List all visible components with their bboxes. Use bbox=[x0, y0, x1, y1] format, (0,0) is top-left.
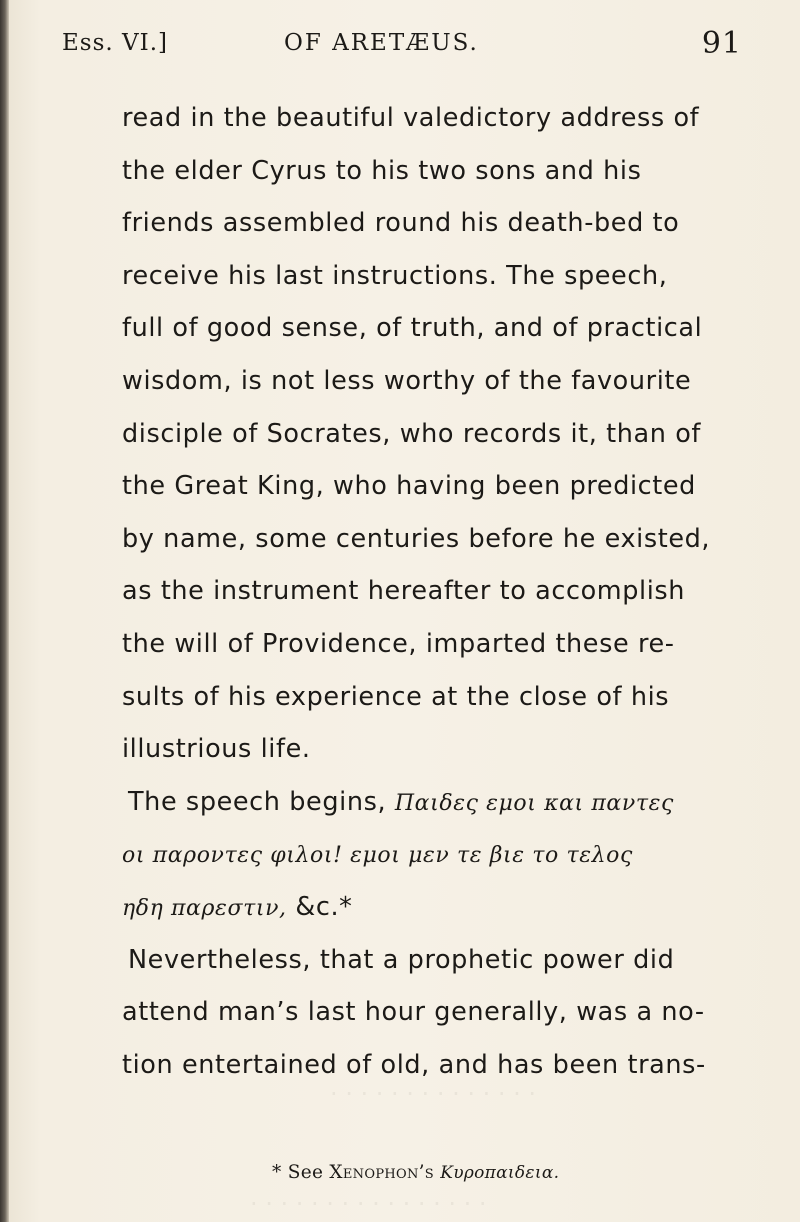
running-header bbox=[62, 26, 742, 66]
text-line: receive his last instructions. The speech, bbox=[122, 260, 668, 291]
page-gutter bbox=[0, 0, 9, 1222]
footnote-mark: * bbox=[272, 1162, 282, 1183]
text-line: Nevertheless, that a prophetic power did bbox=[128, 944, 675, 975]
text-line: the Great King, who having been predicted bbox=[122, 471, 696, 502]
greek-quote: οι παροντες φιλοι! εμοι μεν τε βιε το τελος bbox=[122, 843, 633, 869]
bleed-through-text: · · · · · · · · · · · · · · · · bbox=[250, 1190, 487, 1218]
greek-quote: Παιδες εμοι και παντες bbox=[394, 790, 674, 816]
text-line: as the instrument hereafter to accomplish bbox=[122, 576, 686, 607]
text-line: read in the beautiful valedictory address of bbox=[122, 103, 700, 133]
text-span: &c.* bbox=[286, 891, 353, 922]
footnote-author: Xenophon’s bbox=[329, 1162, 435, 1183]
text-line: the will of Providence, imparted these re- bbox=[122, 628, 675, 659]
text-line: by name, some centuries before he existed, bbox=[122, 523, 711, 554]
text-line: wisdom, is not less worthy of the favourite bbox=[122, 365, 692, 396]
text-line: disciple of Socrates, who records it, than of bbox=[122, 418, 702, 449]
text-line bbox=[122, 776, 750, 829]
text-line: the elder Cyrus to his two sons and his bbox=[122, 155, 642, 186]
header-title: OF ARETÆUS. bbox=[284, 30, 479, 56]
header-section: Ess. VI.] bbox=[62, 30, 168, 56]
body-text bbox=[122, 92, 750, 1091]
footnote-work: Κυροπαιδεια. bbox=[440, 1163, 560, 1183]
text-line bbox=[122, 828, 750, 881]
text-span: The speech begins, bbox=[128, 786, 395, 817]
footnote-see: See bbox=[287, 1162, 324, 1183]
footnote bbox=[272, 1162, 559, 1183]
text-line: friends assembled round his death-bed to bbox=[122, 208, 680, 239]
text-line: illustrious life. bbox=[122, 734, 311, 765]
text-line: attend man’s last hour generally, was a no- bbox=[122, 997, 705, 1028]
text-line: sults of his experience at the close of his bbox=[122, 681, 670, 712]
text-line: full of good sense, of truth, and of practical bbox=[122, 313, 703, 344]
page-number: 91 bbox=[701, 26, 742, 61]
text-line bbox=[122, 881, 750, 934]
bleed-through-text: · · · · · · · · · · · · · · bbox=[330, 1080, 536, 1108]
greek-quote: ηδη παρεστιν, bbox=[122, 895, 287, 921]
text-line: tion entertained of old, and has been trans- bbox=[122, 1049, 706, 1080]
